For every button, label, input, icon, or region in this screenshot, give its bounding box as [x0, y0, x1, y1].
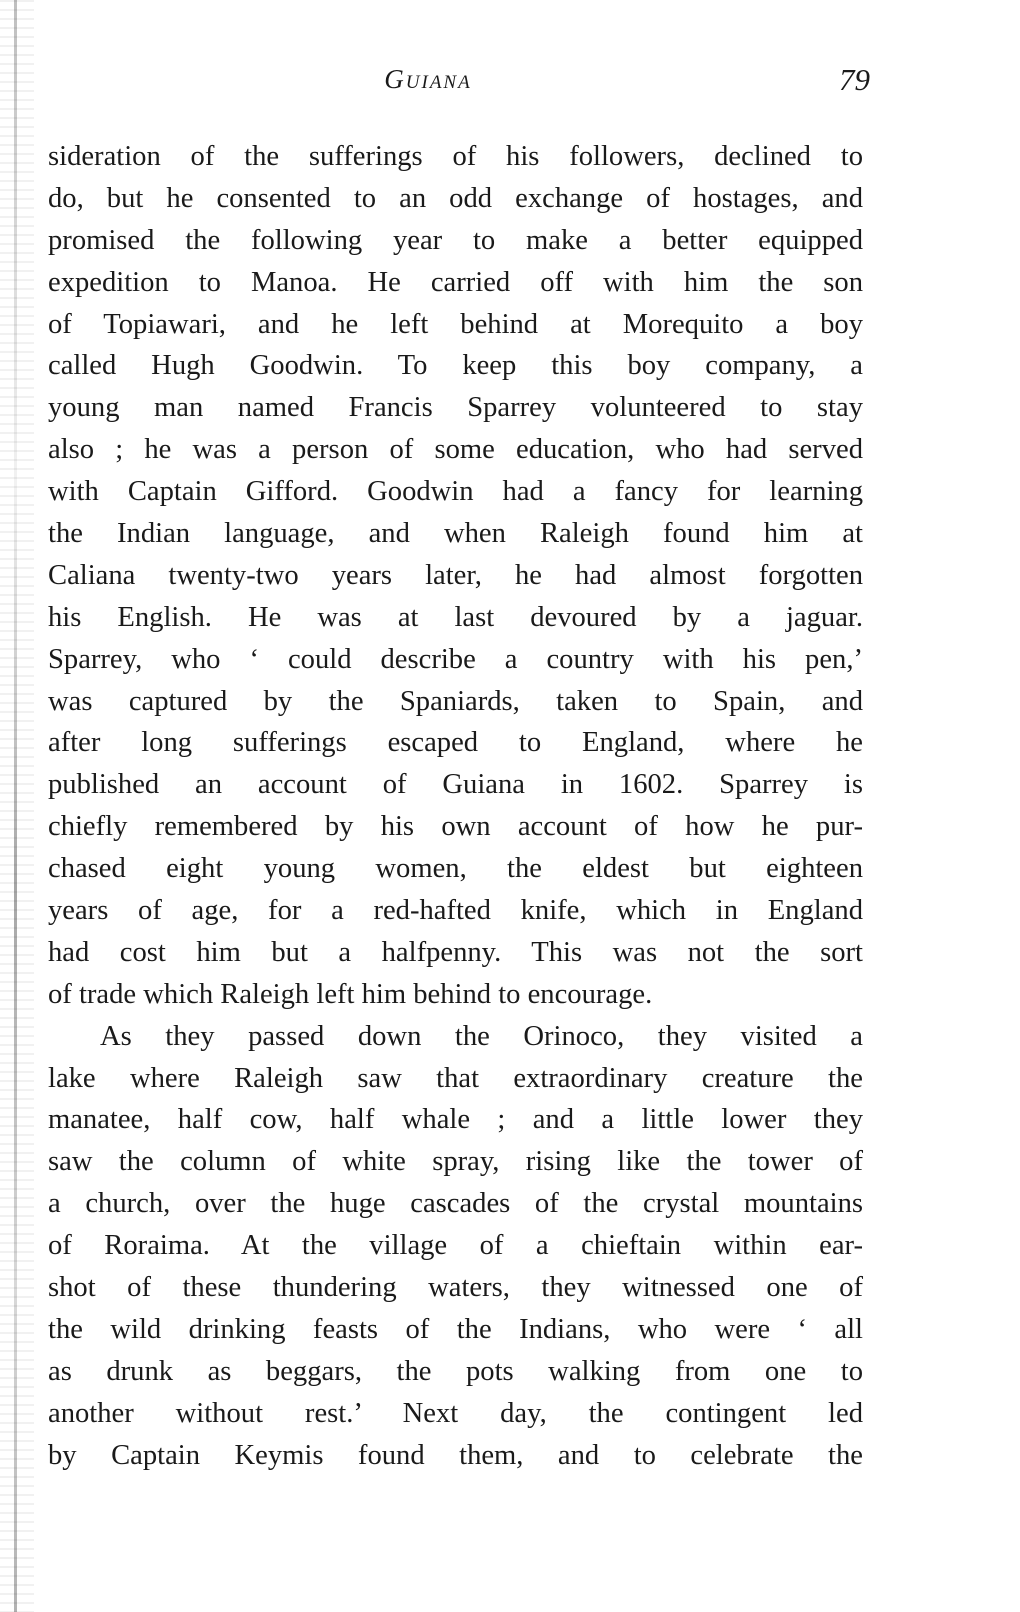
paragraph-end-line: of trade which Raleigh left him behind to encourage.: [48, 978, 653, 1010]
text-line: saw the column of white spray, rising like the tower of: [48, 1146, 863, 1178]
text-line: sideration of the sufferings of his followers, declined to: [48, 141, 863, 172]
text-line: by Captain Keymis found them, and to celebrate the: [48, 1439, 863, 1471]
text-line: had cost him but a halfpenny. This was not the sort: [48, 936, 863, 968]
text-line: of Roraima. At the village of a chieftain within ear-: [48, 1230, 863, 1262]
text-line: years of age, for a red-hafted knife, which in England: [48, 895, 863, 927]
text-line: a church, over the huge cascades of the crystal mountains: [48, 1188, 863, 1220]
text-line: also ; he was a person of some education, who had served: [48, 434, 863, 466]
text-line: manatee, half cow, half whale ; and a little lower they: [48, 1104, 863, 1136]
binding-edge: [14, 0, 17, 1612]
page-number: 79: [839, 62, 870, 97]
text-line: his English. He was at last devoured by a jaguar.: [48, 601, 863, 633]
text-line: as drunk as beggars, the pots walking from one to: [48, 1355, 863, 1387]
text-line: Sparrey, who ‘ could describe a country with his pen,’: [48, 643, 863, 675]
text-line: chiefly remembered by his own account of how he pur-: [48, 811, 863, 843]
text-line: lake where Raleigh saw that extraordinary creature the: [48, 1062, 863, 1094]
paragraph-start-line: As they passed down the Orinoco, they visited a: [100, 1020, 863, 1052]
text-line: young man named Francis Sparrey volunteered to stay: [48, 392, 863, 424]
text-line: do, but he consented to an odd exchange of hostages, and: [48, 182, 863, 214]
text-line: another without rest.’ Next day, the contingent led: [48, 1397, 863, 1429]
text-line: after long sufferings escaped to England, where he: [48, 727, 863, 759]
text-line: shot of these thundering waters, they witnessed one of: [48, 1272, 863, 1304]
running-head: [48, 62, 868, 102]
text-line: with Captain Gifford. Goodwin had a fancy for learning: [48, 476, 863, 508]
page-gutter-shadow: [0, 0, 34, 1612]
text-line: the wild drinking feasts of the Indians, who were ‘ all: [48, 1313, 863, 1345]
text-line: was captured by the Spaniards, taken to Spain, and: [48, 685, 863, 717]
text-line: published an account of Guiana in 1602. Sparrey is: [48, 769, 863, 801]
text-line: Caliana twenty-two years later, he had almost forgotten: [48, 559, 863, 591]
text-line: of Topiawari, and he left behind at Morequito a boy: [48, 308, 863, 340]
text-line: the Indian language, and when Raleigh found him at: [48, 518, 863, 550]
text-line: chased eight young women, the eldest but eighteen: [48, 853, 863, 885]
running-title: Guiana: [384, 64, 472, 94]
body-text: [48, 136, 863, 1477]
text-line: promised the following year to make a better equipped: [48, 224, 863, 256]
text-line: expedition to Manoa. He carried off with him the son: [48, 266, 863, 298]
text-line: called Hugh Goodwin. To keep this boy company, a: [48, 350, 863, 382]
